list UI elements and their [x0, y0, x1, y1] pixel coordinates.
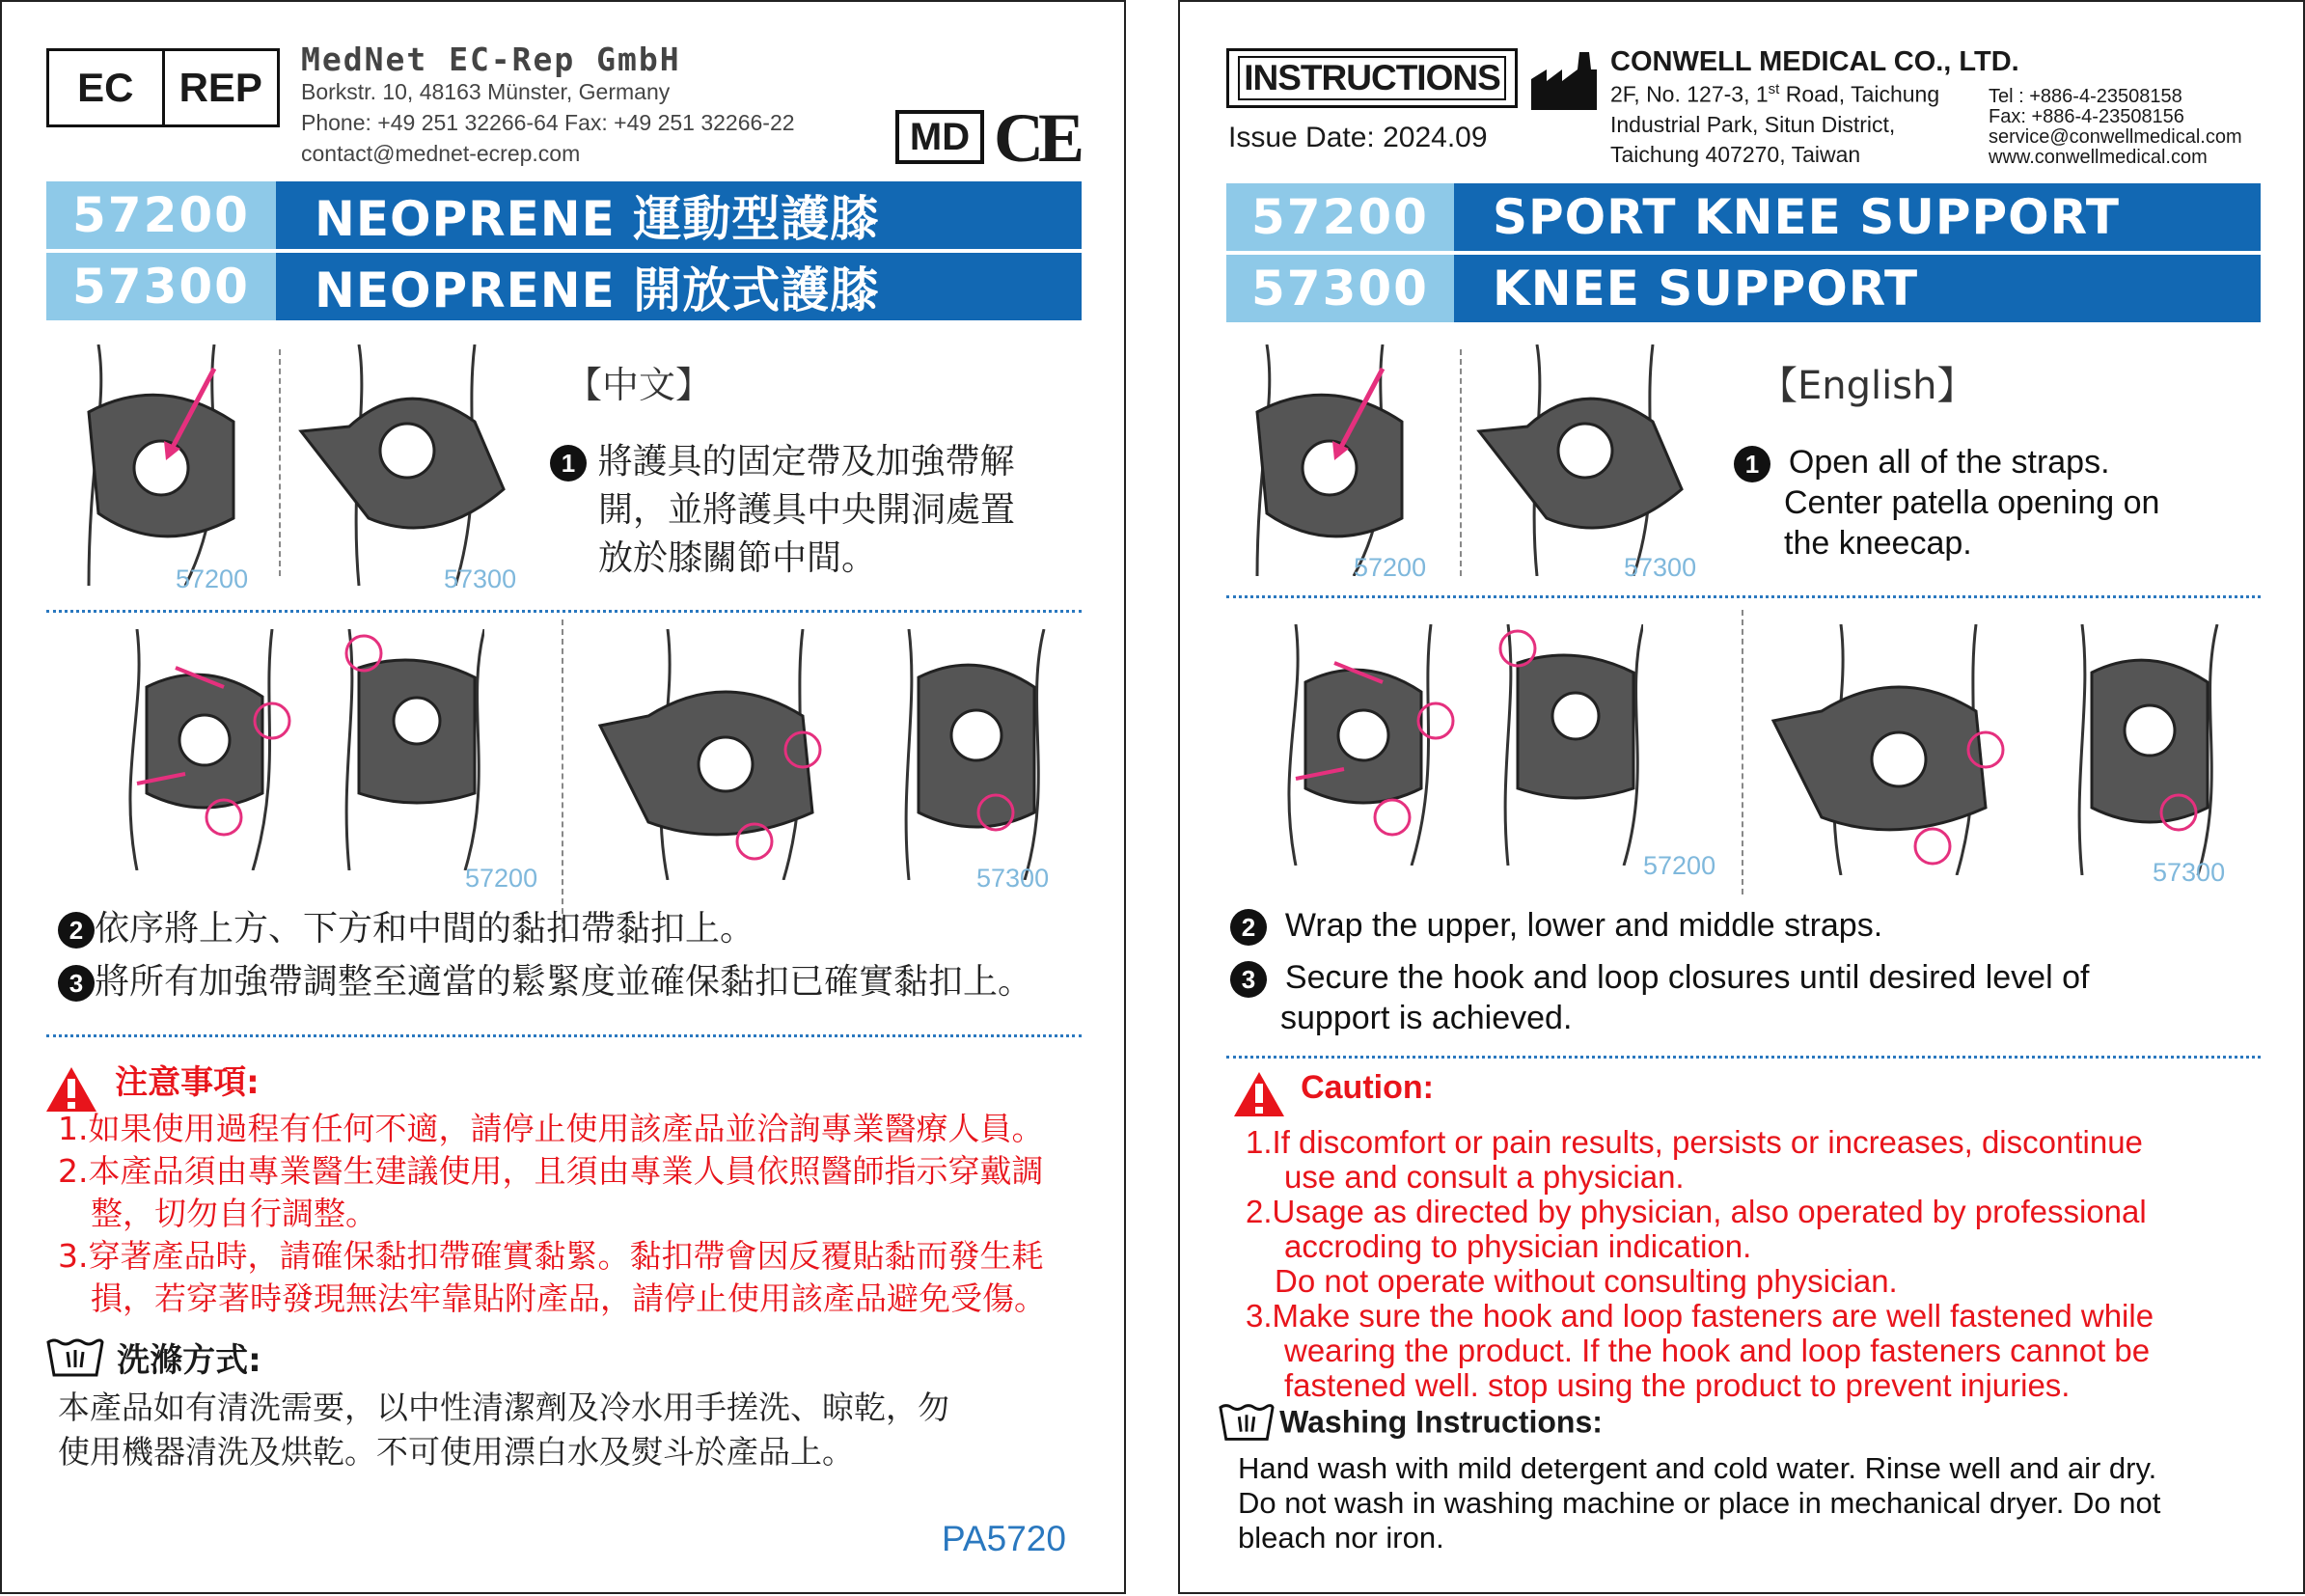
product-name: NEOPRENE 運動型護膝 — [276, 181, 1082, 249]
title-bar-57200 — [1226, 183, 2261, 251]
step-number: 2 — [1230, 909, 1267, 946]
washing-heading — [1219, 1401, 1603, 1444]
product-name: NEOPRENE 開放式護膝 — [276, 253, 1082, 320]
caution-list — [58, 1108, 1046, 1320]
washing-line: 本產品如有清洗需要，以中性清潔劑及冷水用手搓洗、晾乾，勿 — [58, 1389, 949, 1426]
figure-label: 57300 — [976, 864, 1050, 893]
step-number: 1 — [550, 445, 587, 482]
step-2 — [58, 905, 755, 953]
website: www.conwellmedical.com — [1989, 147, 2208, 168]
caution-item: 損，若穿著時發現無法牢靠貼附產品，請停止使用該產品避免受傷。 — [91, 1280, 1046, 1317]
step-text: 將所有加強帶調整至適當的鬆緊度並確保黏扣已確實黏扣上。 — [95, 962, 1033, 1002]
step-text-line: support is achieved. — [1280, 1000, 1573, 1037]
knee-illustration-57200-step1 — [69, 344, 262, 586]
caution-item: fastened well. stop using the product to prevent injuries. — [1284, 1367, 2071, 1403]
knee-illustration-57200-straps — [1238, 624, 1643, 866]
manufacturer-icon — [1529, 50, 1599, 112]
manufacturer-address-2: Industrial Park, Situn District, — [1610, 112, 1896, 137]
knee-illustration-57300-step1 — [1469, 344, 1691, 576]
washing-text — [1238, 1451, 2160, 1555]
rep-label: REP — [162, 51, 278, 124]
product-name: KNEE SUPPORT — [1454, 255, 2261, 322]
step-text: 依序將上方、下方和中間的黏扣帶黏扣上。 — [95, 909, 755, 949]
caution-item: Do not operate without consulting physician. — [1275, 1263, 1898, 1299]
md-mark: MD — [895, 110, 984, 164]
step-number: 3 — [1230, 961, 1267, 998]
divider — [1226, 595, 2261, 598]
title-bar-57300 — [46, 253, 1082, 320]
washing-title: 洗滌方式: — [117, 1341, 261, 1380]
caution-item: 2.Usage as directed by physician, also operated by professional — [1246, 1194, 2147, 1229]
manufacturer-contact — [1989, 87, 2242, 168]
manufacturer-name: CONWELL MEDICAL CO., LTD. — [1610, 46, 2019, 77]
product-code: 57200 — [46, 181, 276, 249]
warning-icon — [46, 1067, 96, 1112]
manufacturer-address-1: 2F, No. 127-3, 1st Road, Taichung — [1610, 81, 1940, 107]
figure-label: 57300 — [444, 564, 517, 593]
washing-line: Do not wash in washing machine or place in mechanical dryer. Do not — [1238, 1486, 2161, 1520]
knee-illustration-57200-step1 — [1238, 344, 1431, 576]
step-text-line: 開，並將護具中央開洞處置 — [598, 490, 1016, 530]
washing-title: Washing Instructions: — [1279, 1404, 1603, 1440]
language-heading: 【English】 — [1759, 364, 1976, 408]
product-name: SPORT KNEE SUPPORT — [1454, 183, 2261, 251]
divider — [1226, 1056, 2261, 1059]
step-number: 2 — [58, 912, 95, 949]
knee-illustration-57300-step1 — [291, 344, 513, 586]
product-code: 57300 — [1226, 255, 1454, 322]
caution-item: use and consult a physician. — [1284, 1159, 1685, 1195]
hand-wash-icon — [46, 1336, 104, 1379]
caution-item: 2.本產品須由專業醫生建議使用，且須由專業人員依照醫師指示穿戴調 — [58, 1152, 1044, 1190]
language-heading: 【中文】 — [565, 364, 713, 406]
figure-label: 57200 — [176, 564, 249, 593]
step-3 — [1230, 957, 2089, 1038]
figure-label: 57300 — [1624, 553, 1697, 582]
step-number: 1 — [1734, 446, 1770, 482]
instructions-box — [1226, 48, 1518, 108]
step-text-line: Center patella opening on — [1784, 484, 2160, 522]
step-1 — [1734, 442, 2159, 564]
washing-line: Hand wash with mild detergent and cold water. Rinse well and air dry. — [1238, 1451, 2157, 1485]
washing-line: bleach nor iron. — [1238, 1521, 1444, 1555]
step-text: Wrap the upper, lower and middle straps. — [1284, 907, 1883, 944]
ec-rep-symbol — [46, 48, 280, 127]
step-text-line: 將護具的固定帶及加強帶解 — [597, 442, 1015, 482]
caution-item: wearing the product. If the hook and loop fasteners cannot be — [1284, 1333, 2151, 1368]
manufacturer-address-3: Taichung 407270, Taiwan — [1610, 142, 1861, 167]
title-bar-57300 — [1226, 255, 2261, 322]
issue-date: Issue Date: 2024.09 — [1228, 122, 1488, 153]
knee-illustration-57300-straps — [1764, 624, 2227, 875]
figure-label: 57200 — [465, 864, 538, 893]
knee-illustration-57300-straps — [590, 629, 1054, 880]
caution-list — [1246, 1125, 2154, 1403]
step-number: 3 — [58, 965, 95, 1002]
instructions-label: INSTRUCTIONS — [1238, 56, 1506, 100]
step-text-line: Secure the hook and loop closures until desired level of — [1284, 959, 2090, 996]
knee-illustration-57200-straps — [79, 629, 484, 870]
step-1 — [550, 438, 1015, 583]
step-text-line: the kneecap. — [1784, 525, 1972, 563]
caution-heading — [46, 1056, 260, 1112]
ec-rep-phone: Phone: +49 251 32266-64 Fax: +49 251 32266-22 — [301, 110, 795, 135]
step-2 — [1230, 905, 1882, 946]
washing-text — [58, 1386, 949, 1474]
caution-item: 3.Make sure the hook and loop fasteners are well fastened while — [1246, 1298, 2154, 1334]
english-instruction-panel — [1178, 0, 2305, 1594]
divider — [46, 610, 1082, 613]
email: service@conwellmedical.com — [1989, 126, 2242, 148]
divider — [46, 1034, 1082, 1037]
product-code: 57200 — [1226, 183, 1454, 251]
figure-label: 57300 — [2153, 858, 2226, 887]
ec-label: EC — [77, 65, 134, 110]
washing-heading — [46, 1334, 261, 1381]
ec-rep-email: contact@mednet-ecrep.com — [301, 141, 581, 166]
figure-label: 57200 — [1354, 553, 1427, 582]
product-code: 57300 — [46, 253, 276, 320]
hand-wash-icon — [1219, 1401, 1275, 1444]
caution-heading — [1234, 1069, 1434, 1116]
caution-title: Caution: — [1301, 1069, 1434, 1106]
ec-rep-company-name: MedNet EC-Rep GmbH — [301, 41, 681, 78]
caution-item: 1.If discomfort or pain results, persists or increases, discontinue — [1246, 1124, 2143, 1160]
caution-item: 整，切勿自行調整。 — [91, 1195, 377, 1232]
ec-rep-address: Borkstr. 10, 48163 Münster, Germany — [301, 79, 671, 104]
caution-item: 1.如果使用過程有任何不適，請停止使用該產品並洽詢專業醫療人員。 — [58, 1110, 1044, 1147]
figure-label: 57200 — [1643, 851, 1716, 880]
step-3 — [58, 958, 1032, 1006]
fax: Fax: +886-4-23508156 — [1989, 106, 2184, 127]
caution-item: 3.穿著產品時，請確保黏扣帶確實黏緊。黏扣帶會因反覆貼黏而發生耗 — [58, 1237, 1044, 1275]
chinese-instruction-panel — [0, 0, 1126, 1594]
warning-icon — [1234, 1072, 1284, 1116]
step-text-line: 放於膝關節中間。 — [598, 538, 877, 578]
washing-line: 使用機器清洗及烘乾。不可使用漂白水及熨斗於產品上。 — [58, 1433, 854, 1471]
caution-title: 注意事項: — [115, 1063, 260, 1102]
document-code: PA5720 — [942, 1519, 1066, 1558]
caution-item: accroding to physician indication. — [1284, 1228, 1752, 1264]
step-text-line: Open all of the straps. — [1788, 444, 2110, 481]
ce-mark: CE — [994, 99, 1080, 177]
tel: Tel : +886-4-23508158 — [1989, 86, 2182, 107]
title-bar-57200 — [46, 181, 1082, 249]
